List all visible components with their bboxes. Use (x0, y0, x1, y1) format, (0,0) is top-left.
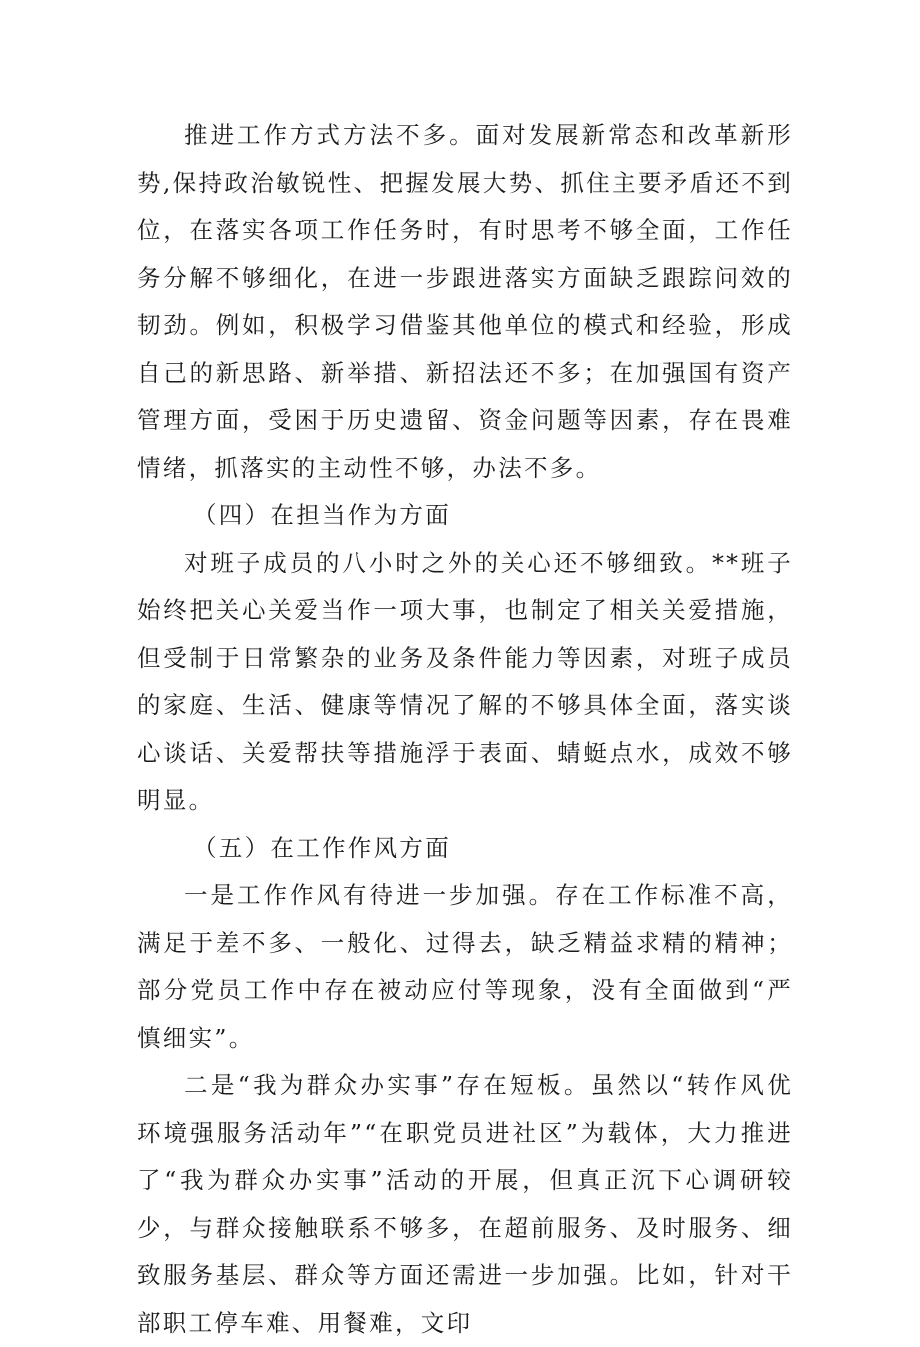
document-body (137, 112, 793, 1347)
paragraph-work-style: 一是工作作风有待进一步加强。存在工作标准不高，满足于差不多、一般化、过得去，缺乏精益求精的精神；部分党员工作中存在被动应付等现象，没有全面做到“严慎细实”。 (137, 881, 793, 1052)
section-heading-5: （五）在工作作风方面 (193, 833, 451, 862)
section-heading-4: （四）在担当作为方面 (193, 501, 451, 529)
paragraph-work-methods: 推进工作方式方法不多。面对发展新常态和改革新形势,保持政治敏锐性、把握发展大势、抓住主要矛盾还不到位，在落实各项工作任务时，有时思考不够全面，工作任务分解不够细化，在进一步跟进落实方面缺乏跟踪问效的韧劲。例如，积极学习借鉴其他单位的模式和经验，形成自己的新思路、新举措、新招法还不多；在加强国有资产管理方面，受困于历史遗留、资金问题等因素，存在畏难情绪，抓落实的主动性不够，办法不多。 (137, 121, 793, 482)
paragraph-care-for-members: 对班子成员的八小时之外的关心还不够细致。**班子始终把关心关爱当作一项大事，也制定了相关关爱措施，但受制于日常繁杂的业务及条件能力等因素，对班子成员的家庭、生活、健康等情况了解的不够具体全面，落实谈心谈话、关爱帮扶等措施浮于表面、蜻蜓点水，成效不够明显。 (137, 548, 793, 814)
paragraph-serving-masses: 二是“我为群众办实事”存在短板。虽然以“转作风优环境强服务活动年”“在职党员进社区”为载体，大力推进了“我为群众办实事”活动的开展，但真正沉下心调研较少，与群众接触联系不够多，在超前服务、及时服务、细致服务基层、群众等方面还需进一步加强。比如，针对干部职工停车难、用餐难，文印 (137, 1071, 793, 1337)
